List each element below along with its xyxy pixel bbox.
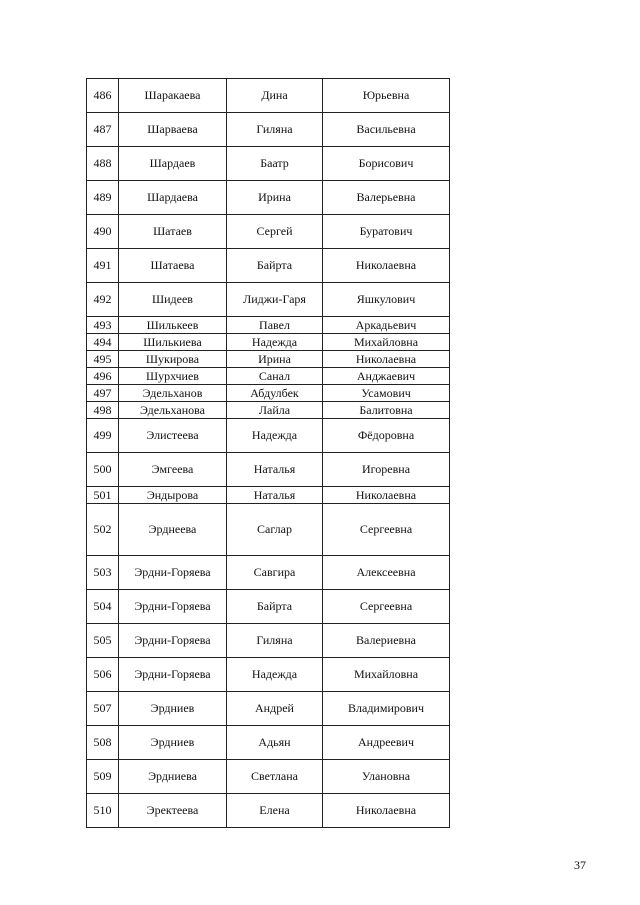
first-name-cell: Дина	[227, 79, 323, 113]
row-number: 496	[87, 368, 119, 385]
table-row	[87, 385, 450, 402]
patronymic-cell: Михайловна	[323, 334, 450, 351]
patronymic-cell: Балитовна	[323, 402, 450, 419]
first-name-cell: Абдулбек	[227, 385, 323, 402]
last-name-cell: Эндырова	[119, 487, 227, 504]
first-name-cell: Надежда	[227, 658, 323, 692]
patronymic-cell: Юрьевна	[323, 79, 450, 113]
first-name-cell: Адьян	[227, 726, 323, 760]
first-name-cell: Павел	[227, 317, 323, 334]
row-number: 490	[87, 215, 119, 249]
row-number: 502	[87, 504, 119, 556]
last-name-cell: Эрднеева	[119, 504, 227, 556]
last-name-cell: Эрдниев	[119, 726, 227, 760]
last-name-cell: Эрдни-Горяева	[119, 658, 227, 692]
table-row	[87, 590, 450, 624]
first-name-cell: Лайла	[227, 402, 323, 419]
row-number: 493	[87, 317, 119, 334]
row-number: 491	[87, 249, 119, 283]
last-name-cell: Шидеев	[119, 283, 227, 317]
table-row	[87, 556, 450, 590]
roster-table	[86, 78, 450, 828]
patronymic-cell: Николаевна	[323, 487, 450, 504]
last-name-cell: Эректеева	[119, 794, 227, 828]
table-row	[87, 181, 450, 215]
row-number: 505	[87, 624, 119, 658]
patronymic-cell: Николаевна	[323, 249, 450, 283]
row-number: 509	[87, 760, 119, 794]
last-name-cell: Шурхчиев	[119, 368, 227, 385]
last-name-cell: Шарваева	[119, 113, 227, 147]
row-number: 488	[87, 147, 119, 181]
patronymic-cell: Андреевич	[323, 726, 450, 760]
row-number: 495	[87, 351, 119, 368]
last-name-cell: Шардаев	[119, 147, 227, 181]
last-name-cell: Шатаева	[119, 249, 227, 283]
last-name-cell: Элистеева	[119, 419, 227, 453]
last-name-cell: Шардаева	[119, 181, 227, 215]
first-name-cell: Санал	[227, 368, 323, 385]
last-name-cell: Эрдни-Горяева	[119, 556, 227, 590]
row-number: 508	[87, 726, 119, 760]
row-number: 489	[87, 181, 119, 215]
table-row	[87, 487, 450, 504]
patronymic-cell: Сергеевна	[323, 590, 450, 624]
row-number: 486	[87, 79, 119, 113]
row-number: 504	[87, 590, 119, 624]
table-row	[87, 283, 450, 317]
table-row	[87, 147, 450, 181]
last-name-cell: Шаракаева	[119, 79, 227, 113]
patronymic-cell: Фёдоровна	[323, 419, 450, 453]
last-name-cell: Эдельханова	[119, 402, 227, 419]
patronymic-cell: Валерьевна	[323, 181, 450, 215]
first-name-cell: Байрта	[227, 590, 323, 624]
last-name-cell: Шукирова	[119, 351, 227, 368]
patronymic-cell: Усамович	[323, 385, 450, 402]
table-row	[87, 692, 450, 726]
patronymic-cell: Михайловна	[323, 658, 450, 692]
table-row	[87, 726, 450, 760]
last-name-cell: Эрдни-Горяева	[119, 624, 227, 658]
table-row	[87, 351, 450, 368]
table-row	[87, 317, 450, 334]
table-row	[87, 504, 450, 556]
last-name-cell: Шилькеев	[119, 317, 227, 334]
patronymic-cell: Буратович	[323, 215, 450, 249]
patronymic-cell: Владимирович	[323, 692, 450, 726]
row-number: 497	[87, 385, 119, 402]
patronymic-cell: Валериевна	[323, 624, 450, 658]
row-number: 501	[87, 487, 119, 504]
last-name-cell: Эмгеева	[119, 453, 227, 487]
row-number: 498	[87, 402, 119, 419]
first-name-cell: Сергей	[227, 215, 323, 249]
row-number: 503	[87, 556, 119, 590]
table-row	[87, 419, 450, 453]
table-row	[87, 215, 450, 249]
last-name-cell: Эрдниева	[119, 760, 227, 794]
last-name-cell: Эдельханов	[119, 385, 227, 402]
first-name-cell: Ирина	[227, 181, 323, 215]
table-row	[87, 658, 450, 692]
patronymic-cell: Игоревна	[323, 453, 450, 487]
patronymic-cell: Николаевна	[323, 351, 450, 368]
first-name-cell: Гиляна	[227, 113, 323, 147]
first-name-cell: Елена	[227, 794, 323, 828]
first-name-cell: Савгира	[227, 556, 323, 590]
row-number: 499	[87, 419, 119, 453]
table-row	[87, 453, 450, 487]
first-name-cell: Наталья	[227, 487, 323, 504]
table-row	[87, 113, 450, 147]
patronymic-cell: Аркадьевич	[323, 317, 450, 334]
first-name-cell: Ирина	[227, 351, 323, 368]
first-name-cell: Наталья	[227, 453, 323, 487]
table-row	[87, 79, 450, 113]
patronymic-cell: Николаевна	[323, 794, 450, 828]
row-number: 494	[87, 334, 119, 351]
table-row	[87, 368, 450, 385]
first-name-cell: Надежда	[227, 334, 323, 351]
patronymic-cell: Алексеевна	[323, 556, 450, 590]
table-row	[87, 402, 450, 419]
row-number: 510	[87, 794, 119, 828]
patronymic-cell: Анджаевич	[323, 368, 450, 385]
row-number: 506	[87, 658, 119, 692]
table-row	[87, 760, 450, 794]
patronymic-cell: Яшкулович	[323, 283, 450, 317]
first-name-cell: Баатр	[227, 147, 323, 181]
first-name-cell: Лиджи-Гаря	[227, 283, 323, 317]
last-name-cell: Шилькиева	[119, 334, 227, 351]
table-row	[87, 334, 450, 351]
row-number: 487	[87, 113, 119, 147]
first-name-cell: Светлана	[227, 760, 323, 794]
table-row	[87, 249, 450, 283]
first-name-cell: Саглар	[227, 504, 323, 556]
patronymic-cell: Сергеевна	[323, 504, 450, 556]
first-name-cell: Байрта	[227, 249, 323, 283]
first-name-cell: Андрей	[227, 692, 323, 726]
patronymic-cell: Васильевна	[323, 113, 450, 147]
table-row	[87, 794, 450, 828]
page-number: 37	[574, 858, 586, 872]
row-number: 507	[87, 692, 119, 726]
row-number: 492	[87, 283, 119, 317]
last-name-cell: Эрдниев	[119, 692, 227, 726]
table-row	[87, 624, 450, 658]
first-name-cell: Надежда	[227, 419, 323, 453]
patronymic-cell: Борисович	[323, 147, 450, 181]
last-name-cell: Эрдни-Горяева	[119, 590, 227, 624]
patronymic-cell: Улановна	[323, 760, 450, 794]
last-name-cell: Шатаев	[119, 215, 227, 249]
first-name-cell: Гиляна	[227, 624, 323, 658]
row-number: 500	[87, 453, 119, 487]
